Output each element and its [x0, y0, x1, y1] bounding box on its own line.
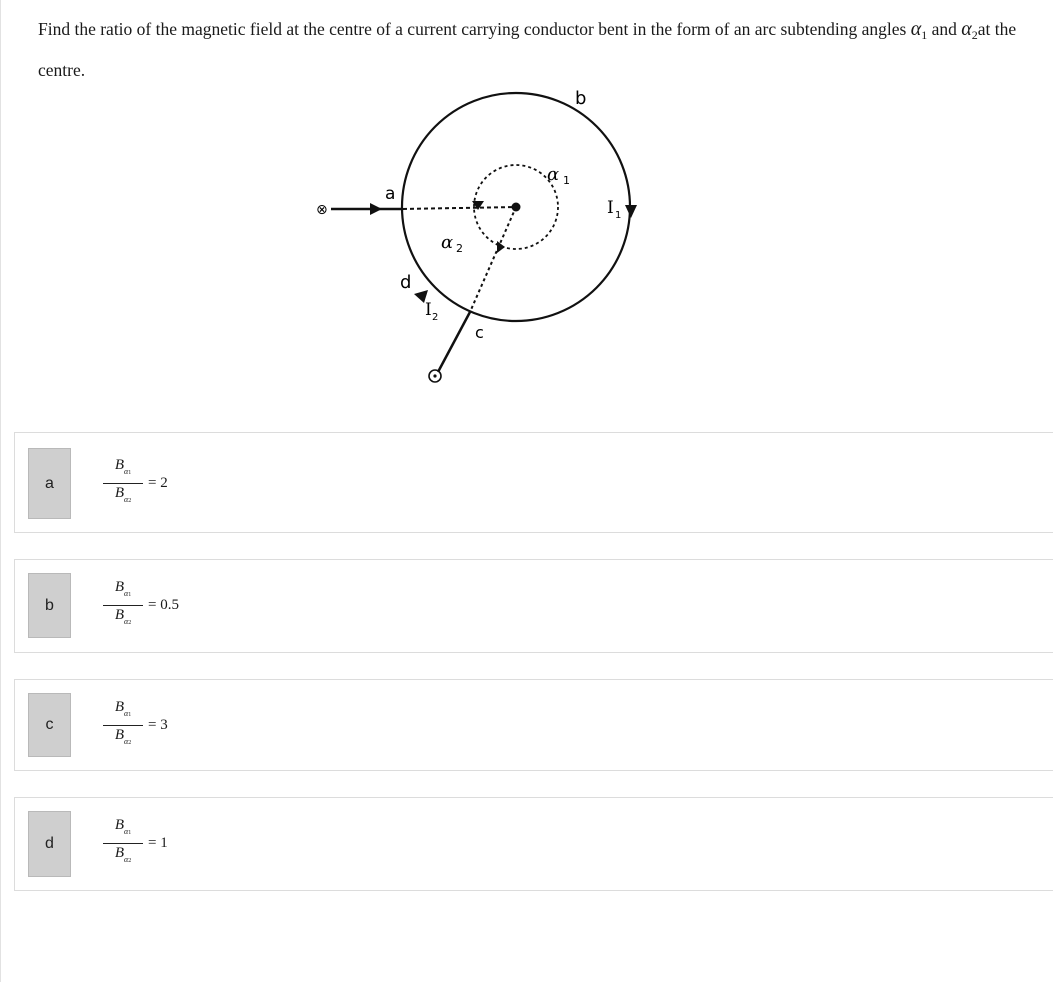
label-alpha1: α: [547, 164, 560, 185]
question-part1: Find the ratio of the magnetic field at the centre of a current carrying conductor bent in the form of an arc subtending angles: [38, 19, 911, 39]
svg-text:2: 2: [456, 242, 463, 255]
option-c-formula: $\frac{B_{\alpha 1}}{B_{\alpha 2}}$ = 3: [103, 699, 168, 752]
option-a[interactable]: [14, 432, 1053, 533]
option-a-formula: $\frac{B_{\alpha 1}}{B_{\alpha 2}}$ = 2: [103, 457, 168, 510]
alpha2-symbol: $\alpha_2$: [961, 18, 978, 42]
question-text: [38, 12, 1028, 88]
cross-symbol: ⊗: [316, 202, 328, 218]
label-alpha2: α: [441, 232, 454, 253]
option-b-formula: $\frac{B_{\alpha 1}}{B_{\alpha 2}}$ = 0.5: [103, 579, 179, 632]
option-b-label[interactable]: b: [28, 573, 71, 638]
label-d: d: [400, 272, 412, 293]
label-c: c: [475, 323, 484, 342]
option-a-value: = 2: [148, 475, 168, 491]
question-and: and: [927, 19, 962, 39]
left-border: [0, 0, 1, 982]
option-d-label[interactable]: d: [28, 811, 71, 877]
option-c-value: = 3: [148, 717, 168, 733]
label-a: a: [385, 184, 396, 204]
label-i2: I: [425, 300, 432, 320]
centre-point: [512, 203, 521, 212]
label-i1: I: [607, 198, 614, 218]
option-d[interactable]: [14, 797, 1053, 891]
outgoing-wire: [438, 312, 470, 372]
svg-text:2: 2: [432, 312, 439, 323]
incoming-arrow: [370, 203, 382, 215]
option-d-formula: $\frac{B_{\alpha 1}}{B_{\alpha 2}}$ = 1: [103, 817, 168, 870]
option-b[interactable]: [14, 559, 1053, 653]
option-a-label[interactable]: a: [28, 448, 71, 519]
radius-oa: [403, 207, 516, 209]
circular-loop-diagram: [300, 80, 660, 390]
option-c[interactable]: [14, 679, 1053, 771]
label-b: b: [575, 88, 587, 109]
svg-text:1: 1: [615, 210, 622, 221]
question-part2: at the centre.: [38, 19, 1017, 80]
svg-text:1: 1: [563, 174, 570, 187]
option-c-label[interactable]: c: [28, 693, 71, 757]
option-b-value: = 0.5: [148, 597, 179, 613]
option-d-value: = 1: [148, 835, 168, 851]
alpha1-symbol: $\alpha_1$: [910, 18, 928, 42]
current-arrow-i1: [625, 205, 637, 218]
